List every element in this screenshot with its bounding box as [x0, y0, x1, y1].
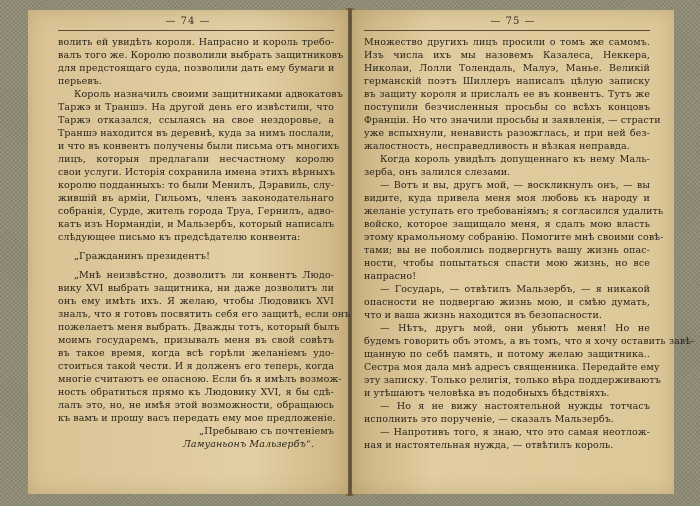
- text-line: волить ей увидѣть короля. Напрасно и король требо-: [58, 37, 334, 48]
- right-page: [352, 10, 695, 494]
- text-line: жившій въ арміи, Гильомъ, членъ законодательнаго: [58, 193, 334, 204]
- text-line: катъ изъ Нормандіи, и Мальзербъ, который написалъ: [58, 219, 335, 230]
- text-line: и утѣшаютъ человѣка въ подобныхъ бѣдствіяхъ.: [364, 388, 610, 399]
- left-page: [28, 10, 351, 494]
- page-text: [58, 36, 351, 451]
- text-line: Когда король увидѣлъ допущеннаго къ нему Маль-: [380, 154, 650, 165]
- text-line: „Мнѣ неизвѣстно, дозволитъ ли конвентъ Людо-: [74, 270, 334, 281]
- text-line: лицъ, которыя предлагали несчастному королю: [58, 154, 334, 165]
- text-line: въ защиту короля и прислалъ ее въ конвентъ. Тутъ же: [364, 89, 650, 100]
- text-line: поступили безчисленныя просьбы со всѣхъ концовъ: [364, 102, 650, 113]
- text-line: войско, которое защищало меня, я сдалъ мою власть: [364, 219, 650, 230]
- text-line: тами; вы не побоялись подвергнуть вашу жизнь опас-: [364, 245, 650, 256]
- signature-line: Ламуаньонъ Мальзербъ“.: [182, 439, 314, 450]
- text-line: уже вспыхнули, ненависть разожглась, и при ней без-: [364, 128, 650, 139]
- text-line: пожелаетъ меня выбрать. Дважды тотъ, который былъ: [58, 322, 340, 333]
- text-line: что и ваша жизнь находится въ безопасности.: [364, 310, 603, 321]
- text-line: ность обратиться прямо къ Людовику XVI, я бы сдѣ-: [58, 387, 334, 398]
- text-line: — Напротивъ того, я знаю, что это самая неотлож-: [380, 427, 650, 438]
- text-line: вику XVI выбрать защитника, ни даже дозволитъ ли: [58, 283, 334, 294]
- text-line: ности, чтобы попытаться спасти мою жизнь, но все: [364, 258, 650, 269]
- text-line: онъ ему имѣть ихъ. Я желаю, чтобы Людовикъ XVI: [58, 296, 334, 307]
- text-line: зерба, онъ залился слезами.: [364, 167, 511, 178]
- text-line: — Но я не вижу настоятельной нужды тотчасъ: [380, 401, 650, 412]
- text-line: для предстоящаго суда, позволили дать ему бумаги и: [58, 63, 335, 74]
- text-line: напрасно!: [364, 271, 417, 282]
- text-line: ная и настоятельная нужда, — отвѣтилъ король.: [364, 440, 614, 451]
- text-line: собранія, Сурде, житель города Труа, Гернилъ, адво-: [58, 206, 334, 217]
- text-line: этому крамольному собранію. Помогите мнѣ своими совѣ-: [364, 232, 664, 243]
- page-number: — 74 —: [165, 16, 211, 27]
- text-line: исполнить это порученіе, — сказалъ Мальзербъ.: [364, 414, 614, 425]
- text-line: — Нѣтъ, другъ мой, они убьютъ меня! Но не: [380, 323, 650, 334]
- page-text: [364, 36, 695, 452]
- text-line: желаніе уступать его требованіямъ; я согласился удалить: [364, 206, 664, 217]
- text-line: Франціи. Но что значили просьбы и заявленія, — страсти: [364, 115, 661, 126]
- text-line: зналъ, что я готовъ посвятить себя его защитѣ, если онъ: [58, 309, 351, 320]
- text-line: будемъ говорить объ этомъ, а въ томъ, что я хочу оставить завѣ-: [364, 336, 695, 347]
- text-line: Сестра моя дала мнѣ адресъ священника. Передайте ему: [364, 362, 660, 373]
- text-line: — Вотъ и вы, другъ мой, — воскликнулъ онъ, — вы: [380, 180, 650, 191]
- text-line: моимъ государемъ, призывалъ меня въ свой совѣтъ: [58, 335, 334, 346]
- text-line: въ такое время, когда всѣ горѣли желаніемъ удо-: [58, 348, 334, 359]
- text-line: свои услуги. Исторія сохранила имена этихъ вѣрныхъ: [58, 167, 336, 178]
- text-line: видите, куда привела меня моя любовь къ народу и: [364, 193, 650, 204]
- text-line: Таржэ и Траншэ. На другой день его извѣстили, что: [58, 102, 334, 113]
- text-line: Множество другихъ лицъ просили о томъ же самомъ.: [364, 37, 650, 48]
- text-line: — Государь, — отвѣтилъ Мальзербъ, — я никакой: [380, 284, 650, 295]
- header-rule: [364, 30, 650, 31]
- text-line: Таржэ отказался, ссылаясь на свое нездоровье, а: [58, 115, 334, 126]
- text-line: „Пребываю съ почтеніемъ: [199, 426, 334, 437]
- text-line: Траншэ находится въ деревнѣ, куда за нимъ послали,: [58, 128, 334, 139]
- text-line: королю подданныхъ: то были Менилъ, Дэравиль, слу-: [58, 180, 334, 191]
- text-line: валъ того же. Королю позволили выбрать защитниковъ: [58, 50, 344, 61]
- text-line: жалостность, несправедливость и вѣзкая неправда.: [364, 141, 630, 152]
- text-line: и что въ конвентъ получены были письма отъ многихъ: [58, 141, 340, 152]
- text-line: перьевъ.: [58, 76, 103, 87]
- text-line: Король назначилъ своими защитниками адвокатовъ: [74, 89, 343, 100]
- text-line: слѣдующее письмо къ предсѣдателю конвента:: [58, 232, 301, 243]
- text-line: опасности не подвергаю жизнь мою, и смѣю думать,: [364, 297, 650, 308]
- text-line: лалъ это, но, не имѣя этой возможности, обращаюсь: [58, 400, 334, 411]
- text-line: стоиться такой чести. И я долженъ его теперь, когда: [58, 361, 334, 372]
- text-line: „Гражданинъ президентъ!: [74, 251, 211, 262]
- text-line: Изъ числа ихъ мы назовемъ Казалеса, Неккера,: [364, 50, 650, 61]
- text-line: многіе считаютъ ее опасною. Если бъ я имѣлъ возмож-: [58, 374, 342, 385]
- text-line: эту записку. Только религія, только вѣра поддерживаютъ: [364, 375, 661, 386]
- text-line: щанную по себѣ память, и потому желаю защитника..: [364, 349, 650, 360]
- text-line: Николаи, Лолли Толендаль, Малуэ, Манье. Великій: [364, 63, 650, 74]
- page-number: — 75 —: [490, 16, 536, 27]
- text-line: къ вамъ и прошу васъ передать ему мое предложеніе.: [58, 413, 336, 424]
- text-line: германскій поэтъ Шиллеръ написалъ цѣлую записку: [364, 76, 650, 87]
- header-rule: [58, 30, 334, 31]
